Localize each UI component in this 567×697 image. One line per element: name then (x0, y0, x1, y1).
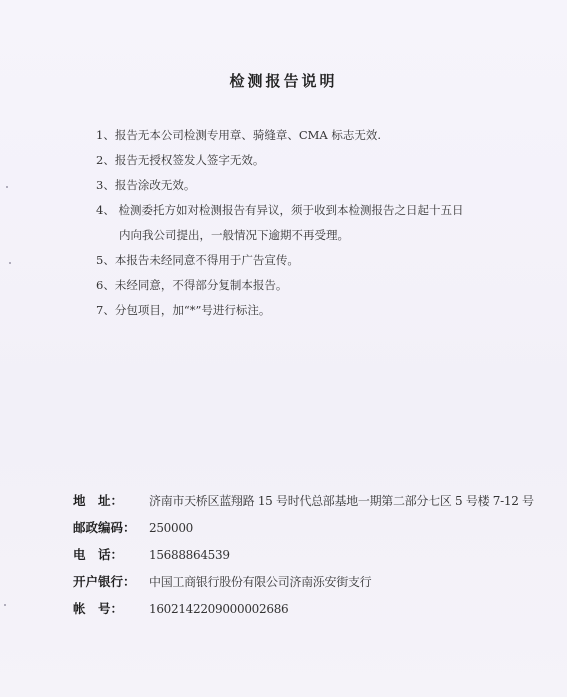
scan-speck (4, 604, 6, 606)
bank-label: 开户银行： (73, 574, 136, 589)
phone-value: 15688864539 (149, 548, 230, 562)
address-label: 地 址： (73, 493, 124, 508)
account-row (73, 595, 534, 622)
bank-row (73, 568, 534, 595)
address-value: 济南市天桥区蓝翔路 15 号时代总部基地一期第二部分七区 5 号楼 7-12 号 (149, 494, 534, 508)
address-row (73, 487, 534, 514)
note-item-5: 5、本报告未经同意不得用于广告宣传。 (96, 253, 299, 267)
contact-info (73, 487, 534, 622)
postcode-value: 250000 (149, 521, 194, 535)
account-value: 1602142209000002686 (149, 602, 289, 616)
account-label: 帐 号： (73, 601, 124, 616)
note-item-7: 7、分包项目，加“*”号进行标注。 (96, 303, 271, 317)
note-item-4-continuation: 内向我公司提出，一般情况下逾期不再受理。 (119, 228, 349, 242)
notes-list (96, 123, 546, 323)
phone-row (73, 541, 534, 568)
note-item-1: 1、报告无本公司检测专用章、骑缝章、CMA 标志无效. (96, 128, 382, 142)
note-item-4: 4、 检测委托方如对检测报告有异议，须于收到本检测报告之日起十五日 (96, 203, 464, 217)
scan-speck (6, 186, 8, 188)
postcode-label: 邮政编码： (73, 520, 136, 535)
page-title: 检测报告说明 (229, 72, 338, 90)
note-item-2: 2、报告无授权签发人签字无效。 (96, 153, 265, 167)
note-item-6: 6、未经同意，不得部分复制本报告。 (96, 278, 288, 292)
note-item-3: 3、报告涂改无效。 (96, 178, 196, 192)
bank-value: 中国工商银行股份有限公司济南泺安街支行 (149, 575, 372, 589)
postcode-row (73, 514, 534, 541)
scan-speck (9, 262, 11, 264)
phone-label: 电 话： (73, 547, 124, 562)
